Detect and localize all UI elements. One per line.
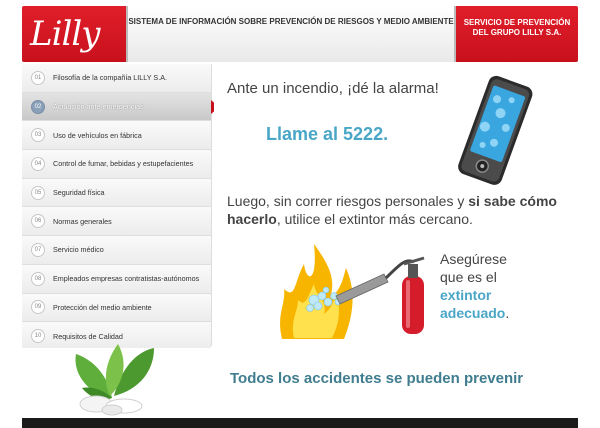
service-label-line2: DEL GRUPO LILLY S.A. <box>472 28 562 37</box>
mobile-phone-icon <box>454 72 534 190</box>
sidebar-item-label: Uso de vehículos en fábrica <box>53 130 142 140</box>
safety-slogan: Todos los accidentes se pueden prevenir <box>230 370 524 387</box>
item-number-badge: 04 <box>31 157 45 171</box>
ensure-highlight-1: extintor <box>440 287 492 303</box>
ensure-line-2: que es el <box>440 269 497 285</box>
sidebar-item-medio-ambiente[interactable] <box>22 294 211 323</box>
item-number-badge: 03 <box>31 128 45 142</box>
sidebar-item-label: Actuación ante emergencias <box>53 102 144 112</box>
header-bar <box>22 6 578 62</box>
sidebar-menu <box>22 64 212 346</box>
item-number-badge: 10 <box>31 329 45 343</box>
service-label <box>462 18 572 38</box>
adequate-extinguisher-note <box>440 250 570 322</box>
header-title-panel <box>126 6 456 62</box>
instruction-part-1: Luego, sin correr riesgos personales y <box>227 193 469 209</box>
ensure-line-1: Asegúrese <box>440 251 507 267</box>
item-number-badge: 07 <box>31 243 45 257</box>
sidebar-item-label: Requisitos de Calidad <box>53 331 123 341</box>
ensure-period: . <box>505 305 510 321</box>
content-panel <box>214 64 578 346</box>
item-number-badge: 02 <box>31 100 45 114</box>
sidebar-item-label: Control de fumar, bebidas y estupefacientes <box>53 159 194 169</box>
bottom-bar <box>22 418 578 428</box>
service-label-line1: SERVICIO DE PREVENCIÓN <box>463 18 571 27</box>
sidebar-item-contratistas[interactable] <box>22 265 211 294</box>
alarm-instruction: Ante un incendio, ¡dé la alarma! <box>227 80 439 97</box>
fire-extinguisher-illustration <box>274 234 434 344</box>
sidebar-item-seguridad[interactable] <box>22 179 211 208</box>
sidebar-item-label: Seguridad física <box>53 188 105 198</box>
item-number-badge: 01 <box>31 71 45 85</box>
instruction-bold: si sabe cómo hacerlo <box>227 193 557 227</box>
sidebar-item-fumar[interactable] <box>22 150 211 179</box>
sidebar-item-filosofia[interactable] <box>22 64 211 93</box>
sidebar-item-label: Empleados empresas contratistas-autónomos <box>53 274 200 284</box>
sidebar-item-label: Filosofía de la compañía LILLY S.A. <box>53 73 168 83</box>
emergency-phone-text: Llame al 5222. <box>266 124 389 144</box>
item-number-badge: 06 <box>31 214 45 228</box>
sidebar-item-normas[interactable] <box>22 207 211 236</box>
item-number-badge: 08 <box>31 272 45 286</box>
footer-band <box>22 348 578 416</box>
leaves-and-pills-icon <box>62 336 162 416</box>
instruction-part-2: , utilice el extintor más cercano. <box>276 211 473 227</box>
sidebar-item-vehiculos[interactable] <box>22 121 211 150</box>
item-number-badge: 09 <box>31 300 45 314</box>
system-title: SISTEMA DE INFORMACIÓN SOBRE PREVENCIÓN DE RIESGOS Y MEDIO AMBIENTE <box>128 17 454 26</box>
sidebar-item-label: Protección del medio ambiente <box>53 302 152 312</box>
item-number-badge: 05 <box>31 186 45 200</box>
sidebar-item-label: Servicio médico <box>53 245 104 255</box>
sidebar-item-emergencias[interactable] <box>22 93 211 122</box>
ensure-highlight-2: adecuado <box>440 305 506 321</box>
sidebar-item-medico[interactable] <box>22 236 211 265</box>
lilly-logo[interactable]: Lilly <box>30 14 100 54</box>
sidebar-item-label: Normas generales <box>53 216 112 226</box>
extinguisher-instruction <box>227 192 573 228</box>
